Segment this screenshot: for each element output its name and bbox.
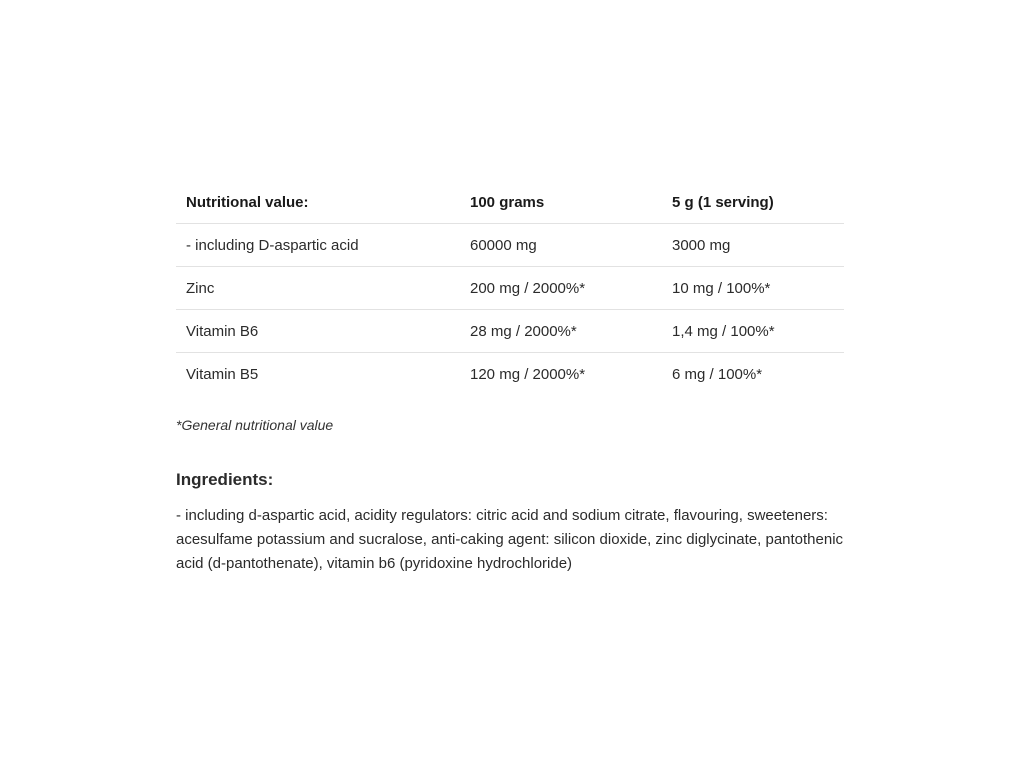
per-100g-value: 120 mg / 2000%* xyxy=(470,365,586,383)
table-row xyxy=(176,224,844,267)
header-nutritional-value: Nutritional value: xyxy=(176,181,460,224)
footnote: *General nutritional value xyxy=(176,417,334,433)
per-serving-value: 1,4 mg / 100%* xyxy=(662,310,844,353)
ingredients-title: Ingredients: xyxy=(176,470,274,489)
per-100g-value: 200 mg / 2000%* xyxy=(460,267,662,310)
nutrient-name: - including D-aspartic acid xyxy=(176,224,460,267)
per-serving-value: 10 mg / 100%* xyxy=(662,267,844,310)
table-row xyxy=(176,310,844,353)
table-row xyxy=(176,267,844,310)
nutrient-name: Vitamin B6 xyxy=(176,310,460,353)
nutrition-table xyxy=(176,181,844,395)
per-100g-value: 60000 mg xyxy=(460,224,662,267)
table-header-row xyxy=(176,181,844,224)
table-row xyxy=(176,353,844,396)
per-serving-value: 6 mg / 100%* xyxy=(672,365,763,383)
nutrition-section xyxy=(176,181,844,576)
nutrient-name: Zinc xyxy=(176,267,460,310)
per-serving-value: 3000 mg xyxy=(662,224,844,267)
header-serving: 5 g (1 serving) xyxy=(662,181,844,224)
ingredients-text: - including d-aspartic acid, acidity regulators: citric acid and sodium citrate, flavouring, sweeteners: acesulfame potassium and sucralose, anti-caking agent: silicon dioxide, zinc diglycinate, pantothenic acid (d-pantothenate), vitamin b6 (pyridoxine hydrochloride) xyxy=(176,507,844,572)
per-100g-value: 28 mg / 2000%* xyxy=(460,310,662,353)
header-100-grams: 100 grams xyxy=(460,181,662,224)
nutrient-name: Vitamin B5 xyxy=(186,365,259,383)
